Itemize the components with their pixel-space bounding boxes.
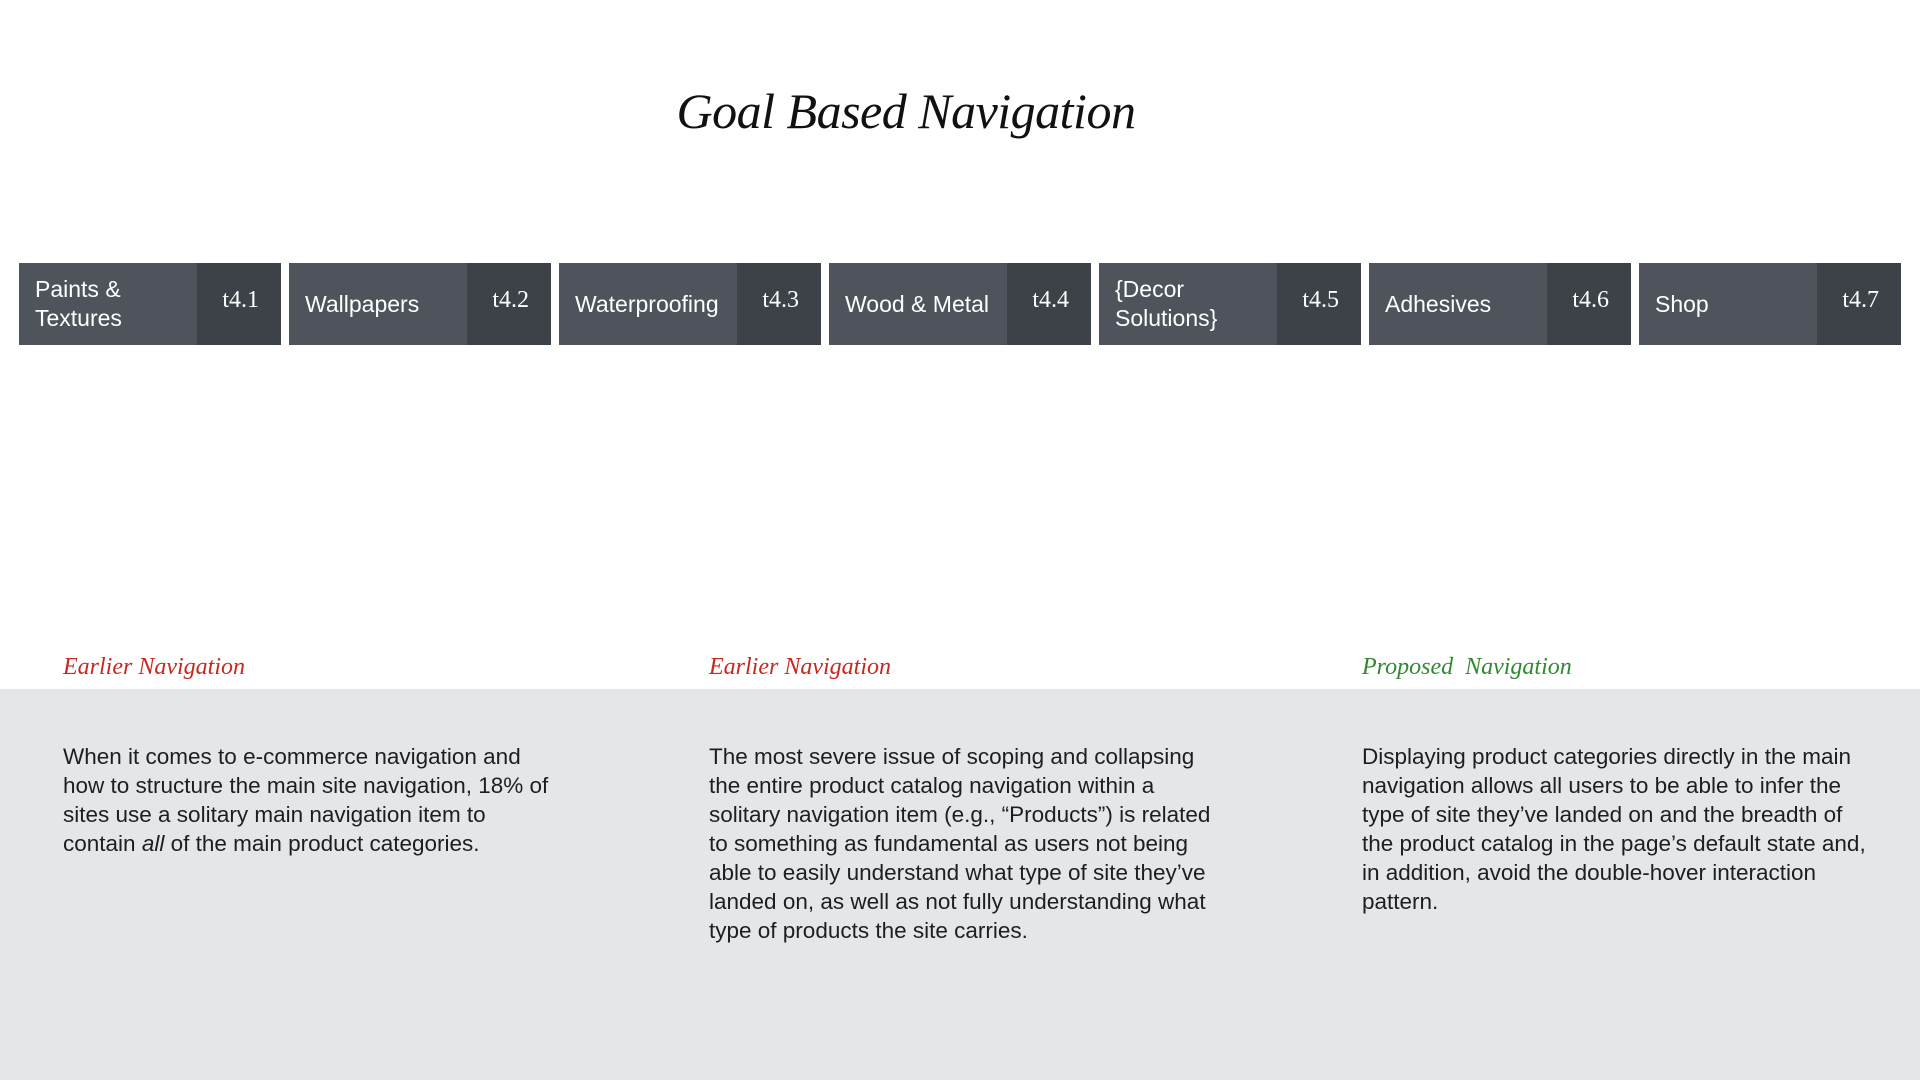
nav-item-code: t4.5 bbox=[1277, 263, 1361, 345]
column-heading-earlier-1: Earlier Navigation bbox=[63, 654, 245, 680]
nav-item-code: t4.1 bbox=[197, 263, 281, 345]
nav-item-wood-metal[interactable] bbox=[829, 263, 1091, 345]
nav-item-code: t4.7 bbox=[1817, 263, 1901, 345]
nav-item-label: Waterproofing bbox=[559, 263, 737, 345]
page-title: Goal Based Navigation bbox=[676, 83, 1136, 139]
nav-item-label: {Decor Solutions} bbox=[1099, 263, 1277, 345]
main-navigation bbox=[19, 263, 1901, 345]
nav-item-code: t4.3 bbox=[737, 263, 821, 345]
nav-item-label: Wood & Metal bbox=[829, 263, 1007, 345]
column-text-part: of the main product categories. bbox=[164, 831, 480, 856]
column-heading-proposed: Proposed Navigation bbox=[1362, 654, 1572, 680]
column-text-emphasis: all bbox=[141, 831, 165, 856]
column-text-part: When it comes to e-commerce navigation and how to structure the main site navigation, 18% of sites use a solitary main navigation item to contain bbox=[63, 744, 549, 856]
nav-item-label: Adhesives bbox=[1369, 263, 1547, 345]
nav-item-shop[interactable] bbox=[1639, 263, 1901, 345]
column-text-earlier-2: The most severe issue of scoping and collapsing the entire product catalog navigation within a solitary navigation item (e.g., “Products”) is related to something as fundamental as users not being able to easily understand what type of site they’ve landed on, as well as not fully understanding what type of products the site carries. bbox=[709, 744, 1211, 943]
nav-item-code: t4.4 bbox=[1007, 263, 1091, 345]
column-text-proposed: Displaying product categories directly in the main navigation allows all users to be able to infer the type of site they’ve landed on and the breadth of the product catalog in the page’s default state and, in addition, avoid the double-hover interaction pattern. bbox=[1362, 744, 1866, 914]
nav-item-label: Paints & Textures bbox=[19, 263, 197, 345]
nav-item-adhesives[interactable] bbox=[1369, 263, 1631, 345]
nav-item-code: t4.2 bbox=[467, 263, 551, 345]
nav-item-label: Wallpapers bbox=[289, 263, 467, 345]
nav-item-code: t4.6 bbox=[1547, 263, 1631, 345]
nav-item-paints-textures[interactable] bbox=[19, 263, 281, 345]
nav-item-wallpapers[interactable] bbox=[289, 263, 551, 345]
nav-item-decor-solutions[interactable] bbox=[1099, 263, 1361, 345]
nav-item-waterproofing[interactable] bbox=[559, 263, 821, 345]
nav-item-label: Shop bbox=[1639, 263, 1817, 345]
column-text-earlier-1 bbox=[63, 742, 563, 858]
column-heading-earlier-2: Earlier Navigation bbox=[709, 654, 891, 680]
